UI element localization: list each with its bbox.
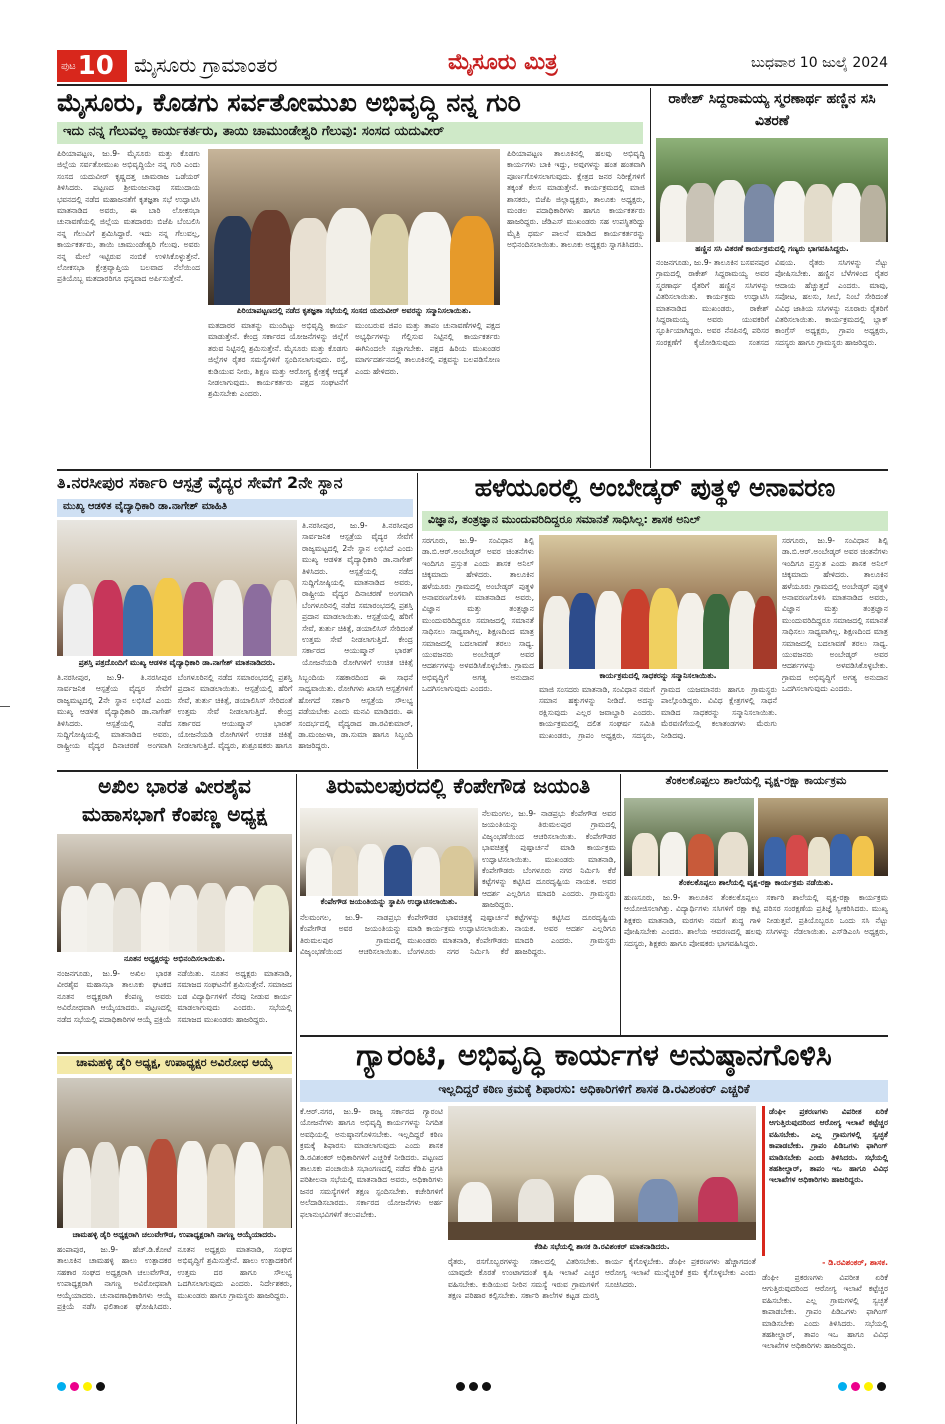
story3-side-column: ತಿ.ನರಸೀಪುರ, ಜು.9- ತಿ.ನರಸೀಪುರ ಸಾರ್ವಜನಿಕ ಆಸ್ಪತ್ರೆಯ ವೈದ್ಯರ ಸೇವೆಗೆ ರಾಜ್ಯಮಟ್ಟದಲ್ಲಿ 2ನೇ ಸ್ಥಾನ ಲಭಿಸಿದೆ ಎಂದು ಮುಖ್ಯ ಆಡಳಿತ ವೈದ್ಯಾಧಿಕಾರಿ ಡಾ.ನಾಗೇಶ್ ತಿಳಿಸಿದರು. ಆಸ್ಪತ್ರೆಯಲ್ಲಿ ನಡೆದ ಸುದ್ದಿಗೋಷ್ಠಿಯಲ್ಲಿ ಮಾತನಾಡಿದ ಅವರು, ರಾಷ್ಟ್ರೀಯ ವೈದ್ಯರ ದಿನಾಚರಣೆ ಅಂಗವಾಗಿ ಬೆಂಗಳೂರಿನಲ್ಲಿ ನಡೆದ ಸಮಾರಂಭದಲ್ಲಿ ಪ್ರಶಸ್ತಿ ಪ್ರದಾನ ಮಾಡಲಾಯಿತು. ಆಸ್ಪತ್ರೆಯಲ್ಲಿ ಹೆರಿಗೆ ಸೇವೆ, ತುರ್ತು ಚಿಕಿತ್ಸೆ, ಡಯಾಲಿಸಿಸ್ ಸೇರಿದಂತೆ ಉತ್ತಮ ಸೇವೆ ನೀಡಲಾಗುತ್ತಿದೆ. ಕೇಂದ್ರ ಸರ್ಕಾರದ ಆಯುಷ್ಮಾನ್ ಭಾರತ್ ಯೋಜನೆಯಡಿ ರೋಗಿಗಳಿಗೆ ಉಚಿತ ಚಿಕಿತ್ಸೆ (302, 521, 413, 667)
story1-column-d: ಪಿರಿಯಾಪಟ್ಟಣ ತಾಲೂಕಿನಲ್ಲಿ ಹಲವು ಅಭಿವೃದ್ಧಿ ಕಾರ್ಯಗಳು ಬಾಕಿ ಇದ್ದು, ಅವುಗಳನ್ನು ಹಂತ ಹಂತವಾಗಿ ಪೂರ್ಣಗೊಳಿಸಲಾಗುವುದು. ಕ್ಷೇತ್ರದ ಜನರ ನಿರೀಕ್ಷೆಗಳಿಗೆ ತಕ್ಕಂತೆ ಕೆಲಸ ಮಾಡುತ್ತೇನೆ. ಕಾರ್ಯಕ್ರಮದಲ್ಲಿ ಮಾಜಿ ಶಾಸಕರು, ಬಿಜೆಪಿ ಜಿಲ್ಲಾಧ್ಯಕ್ಷರು, ತಾಲೂಕು ಅಧ್ಯಕ್ಷರು, ಮಂಡಲ ಪದಾಧಿಕಾರಿಗಳು ಹಾಗೂ ಕಾರ್ಯಕರ್ತರು ಹಾಜರಿದ್ದರು. ಜೆಡಿಎಸ್ ಮುಖಂಡರು ಸಹ ಉಪಸ್ಥಿತರಿದ್ದು ಮೈತ್ರಿ ಧರ್ಮ ಪಾಲನೆ ಮಾಡಿದ ಕಾರ್ಯಕರ್ತರನ್ನು ಅಭಿನಂದಿಸಲಾಯಿತು. ತಾಲೂಕು ಅಧ್ಯಕ್ಷರು ಸ್ವಾಗತಿಸಿದರು. (507, 149, 645, 250)
story7-caption: ತೆಂಕಲಕೊಪ್ಪಲು ಶಾಲೆಯಲ್ಲಿ ವೃಕ್ಷ-ರಕ್ಷಾ ಕಾರ್ಯಕ್ರಮ ನಡೆಯಿತು. (624, 877, 888, 889)
story1-headline: ಮೈಸೂರು, ಕೊಡಗು ಸರ್ವತೋಮುಖ ಅಭಿವೃದ್ಧಿ ನನ್ನ ಗುರಿ (57, 88, 521, 117)
story8-caption: ಕೆಡಿಪಿ ಸಭೆಯಲ್ಲಿ ಶಾಸಕ ಡಿ.ರವಿಶಂಕರ್ ಮಾತನಾಡಿದರು. (448, 1241, 756, 1253)
story9-photo (57, 1078, 292, 1228)
story9-body: ಹಂಪಾಪುರ, ಜು.9- ಹೆಚ್.ಡಿ.ಕೋಟೆ ತಾಲೂಕಿನ ಚಾಮಹಳ್ಳಿ ಹಾಲು ಉತ್ಪಾದಕರ ಸಹಕಾರ ಸಂಘದ ಅಧ್ಯಕ್ಷರಾಗಿ ಚಲುವೇಗೌಡ, ಉಪಾಧ್ಯಕ್ಷರಾಗಿ ನಾಗಣ್ಣ ಅವಿರೋಧವಾಗಿ ಆಯ್ಕೆಯಾದರು. ಚುನಾವಣಾಧಿಕಾರಿಗಳು ಆಯ್ಕೆ ಪ್ರಕ್ರಿಯೆ ನಡೆಸಿ ಫಲಿತಾಂಶ ಘೋಷಿಸಿದರು. ನೂತನ ಅಧ್ಯಕ್ಷರು ಮಾತನಾಡಿ, ಸಂಘದ ಅಭಿವೃದ್ಧಿಗೆ ಶ್ರಮಿಸುತ್ತೇನೆ. ಹಾಲು ಉತ್ಪಾದಕರಿಗೆ ಉತ್ತಮ ದರ ಹಾಗೂ ಸೌಲಭ್ಯ ಒದಗಿಸಲಾಗುವುದು ಎಂದರು. ನಿರ್ದೇಶಕರು, ಮುಖಂಡರು ಹಾಗೂ ಗ್ರಾಮಸ್ಥರು ಹಾಜರಿದ್ದರು. (57, 1245, 292, 1312)
story3-body: ತಿ.ನರಸೀಪುರ, ಜು.9- ತಿ.ನರಸೀಪುರ ಸಾರ್ವಜನಿಕ ಆಸ್ಪತ್ರೆಯ ವೈದ್ಯರ ಸೇವೆಗೆ ರಾಜ್ಯಮಟ್ಟದಲ್ಲಿ 2ನೇ ಸ್ಥಾನ ಲಭಿಸಿದೆ ಎಂದು ಮುಖ್ಯ ಆಡಳಿತ ವೈದ್ಯಾಧಿಕಾರಿ ಡಾ.ನಾಗೇಶ್ ತಿಳಿಸಿದರು. ಆಸ್ಪತ್ರೆಯಲ್ಲಿ ನಡೆದ ಸುದ್ದಿಗೋಷ್ಠಿಯಲ್ಲಿ ಮಾತನಾಡಿದ ಅವರು, ರಾಷ್ಟ್ರೀಯ ವೈದ್ಯರ ದಿನಾಚರಣೆ ಅಂಗವಾಗಿ ಬೆಂಗಳೂರಿನಲ್ಲಿ ನಡೆದ ಸಮಾರಂಭದಲ್ಲಿ ಪ್ರಶಸ್ತಿ ಪ್ರದಾನ ಮಾಡಲಾಯಿತು. ಆಸ್ಪತ್ರೆಯಲ್ಲಿ ಹೆರಿಗೆ ಸೇವೆ, ತುರ್ತು ಚಿಕಿತ್ಸೆ, ಡಯಾಲಿಸಿಸ್ ಸೇರಿದಂತೆ ಉತ್ತಮ ಸೇವೆ ನೀಡಲಾಗುತ್ತಿದೆ. ಕೇಂದ್ರ ಸರ್ಕಾರದ ಆಯುಷ್ಮಾನ್ ಭಾರತ್ ಯೋಜನೆಯಡಿ ರೋಗಿಗಳಿಗೆ ಉಚಿತ ಚಿಕಿತ್ಸೆ ನೀಡಲಾಗುತ್ತಿದೆ. ವೈದ್ಯರು, ಶುಶ್ರೂಷಕರು ಹಾಗೂ ಸಿಬ್ಬಂದಿಯ ಸಹಕಾರದಿಂದ ಈ ಸಾಧನೆ ಸಾಧ್ಯವಾಯಿತು. ರೋಗಿಗಳು ಖಾಸಗಿ ಆಸ್ಪತ್ರೆಗಳಿಗೆ ಹೋಗದೆ ಸರ್ಕಾರಿ ಆಸ್ಪತ್ರೆಯ ಸೌಲಭ್ಯ ಪಡೆಯಬೇಕು ಎಂದು ಮನವಿ ಮಾಡಿದರು. ಈ ಸಂದರ್ಭದಲ್ಲಿ ವೈದ್ಯರಾದ ಡಾ.ರವಿಕುಮಾರ್, ಡಾ.ಮಂಜುಳಾ, ಡಾ.ಸುಮಾ ಹಾಗೂ ಸಿಬ್ಬಂದಿ ಹಾಜರಿದ್ದರು. (57, 673, 413, 751)
registration-marks-center (456, 1382, 491, 1391)
section-name: ಮೈಸೂರು ಗ್ರಾಮಾಂತರ (134, 53, 278, 77)
story5-caption: ನೂತನ ಅಧ್ಯಕ್ಷರನ್ನು ಅಭಿನಂದಿಸಲಾಯಿತು. (57, 953, 292, 965)
story1-right-divider (650, 88, 651, 468)
story4-column-b: ಮಾಜಿ ಸಂಸದರು ಮಾತನಾಡಿ, ಸಂವಿಧಾನ ನಮಗೆ ಸಮಾನ ಹಕ್ಕುಗಳನ್ನು ನೀಡಿದೆ. ಅದನ್ನು ರಕ್ಷಿಸುವುದು ಎಲ್ಲರ ಜವಾಬ್ದಾರಿ ಎಂದರು. ಕಾರ್ಯಕ್ರಮದಲ್ಲಿ ದಲಿತ ಸಂಘರ್ಷ ಸಮಿತಿ ಮುಖಂಡರು, ಗ್ರಾಪಂ ಅಧ್ಯಕ್ಷರು, ಸದಸ್ಯರು, ಗ್ರಾಮದ ಯಜಮಾನರು ಹಾಗೂ ಗ್ರಾಮಸ್ಥರು ಪಾಲ್ಗೊಂಡಿದ್ದರು. ವಿವಿಧ ಕ್ಷೇತ್ರಗಳಲ್ಲಿ ಸಾಧನೆ ಮಾಡಿದ ಸಾಧಕರನ್ನು ಸನ್ಮಾನಿಸಲಾಯಿತು. ಮೆರವಣಿಗೆಯಲ್ಲಿ ಕಲಾತಂಡಗಳು ಮೆರುಗು ನೀಡಿದವು. (539, 685, 777, 740)
story2-photo (656, 138, 888, 242)
story1-column-b: ಮತದಾರರ ಮಾತನ್ನು ಮುಂದಿಟ್ಟು ಅಭಿವೃದ್ಧಿ ಕಾರ್ಯ ಮಾಡುತ್ತೇನೆ. ಕೇಂದ್ರ ಸರ್ಕಾರದ ಯೋಜನೆಗಳನ್ನು ಜಿಲ್ಲೆಗೆ ತರುವ ನಿಟ್ಟಿನಲ್ಲಿ ಶ್ರಮಿಸುತ್ತೇನೆ. ಮೈಸೂರು ಮತ್ತು ಕೊಡಗು ಜಿಲ್ಲೆಗಳ ರೈತರ ಸಮಸ್ಯೆಗಳಿಗೆ ಸ್ಪಂದಿಸಲಾಗುವುದು. ರಸ್ತೆ, ಕುಡಿಯುವ ನೀರು, ಶಿಕ್ಷಣ ಮತ್ತು ಆರೋಗ್ಯ ಕ್ಷೇತ್ರಕ್ಕೆ ಆದ್ಯತೆ ನೀಡಲಾಗುವುದು. ಕಾರ್ಯಕರ್ತರು ಪಕ್ಷದ ಸಂಘಟನೆಗೆ ಶ್ರಮಿಸಬೇಕು ಎಂದರು. (208, 321, 348, 399)
story7-photo-2 (758, 798, 888, 876)
story3-photo (57, 520, 297, 656)
story6-column-b: ನೆಲಮಂಗಲ, ಜು.9- ನಾಡಪ್ರಭು ಕೆಂಪೇಗೌಡ ಅವರ ಜಯಂತಿಯನ್ನು ತಿರುಮಲಪುರ ಗ್ರಾಮದಲ್ಲಿ ವಿಜೃಂಭಣೆಯಿಂದ ಆಚರಿಸಲಾಯಿತು. ಕೆಂಪೇಗೌಡರ ಭಾವಚಿತ್ರಕ್ಕೆ ಪುಷ್ಪಾರ್ಚನೆ ಮಾಡಿ ಕಾರ್ಯಕ್ರಮ ಉದ್ಘಾಟಿಸಲಾಯಿತು. ಮುಖಂಡರು ಮಾತನಾಡಿ, ಕೆಂಪೇಗೌಡರು ಬೆಂಗಳೂರು ನಗರ ನಿರ್ಮಿಸಿ ಕೆರೆ ಕಟ್ಟೆಗಳನ್ನು ಕಟ್ಟಿಸಿದ ದೂರದೃಷ್ಟಿಯ ನಾಯಕ. ಅವರ ಆದರ್ಶ ಎಲ್ಲರಿಗೂ ಮಾದರಿ ಎಂದರು. ಗ್ರಾಮಸ್ಥರು ಹಾಜರಿದ್ದರು. (300, 913, 616, 957)
story8-photo (448, 1106, 756, 1240)
story7-photo-1 (624, 798, 754, 876)
story9-caption: ಚಾಮಹಳ್ಳಿ ಡೈರಿ ಅಧ್ಯಕ್ಷರಾಗಿ ಚಲುವೇಗೌಡ, ಉಪಾಧ್ಯಕ್ಷರಾಗಿ ನಾಗಣ್ಣ ಆಯ್ಕೆಯಾದರು. (57, 1229, 292, 1241)
story7-headline: ತೆಂಕಲಕೊಪ್ಪಲು ಶಾಲೆಯಲ್ಲಿ ವೃಕ್ಷ-ರಕ್ಷಾ ಕಾರ್ಯಕ್ರಮ (665, 774, 847, 787)
story7-body: ಹುಣಸೂರು, ಜು.9- ತಾಲೂಕಿನ ತೆಂಕಲಕೊಪ್ಪಲು ಸರ್ಕಾರಿ ಶಾಲೆಯಲ್ಲಿ ವೃಕ್ಷ-ರಕ್ಷಾ ಕಾರ್ಯಕ್ರಮ ಆಯೋಜಿಸಲಾಗಿತ್ತು. ವಿದ್ಯಾರ್ಥಿಗಳು ಸಸಿಗಳಿಗೆ ರಕ್ಷಾ ಕಟ್ಟಿ ಪರಿಸರ ಸಂರಕ್ಷಣೆಯ ಪ್ರತಿಜ್ಞೆ ಸ್ವೀಕರಿಸಿದರು. ಮುಖ್ಯ ಶಿಕ್ಷಕರು ಮಾತನಾಡಿ, ಮರಗಳು ನಮಗೆ ಶುದ್ಧ ಗಾಳಿ ನೀಡುತ್ತವೆ. ಪ್ರತಿಯೊಬ್ಬರೂ ಒಂದು ಸಸಿ ನೆಟ್ಟು ಪೋಷಿಸಬೇಕು ಎಂದರು. ಶಾಲೆಯ ಆವರಣದಲ್ಲಿ ಹಲವು ಸಸಿಗಳನ್ನು ನೆಡಲಾಯಿತು. ಎಸ್‍ಡಿಎಂಸಿ ಅಧ್ಯಕ್ಷರು, ಸದಸ್ಯರು, ಶಿಕ್ಷಕರು ಹಾಗೂ ಪೋಷಕರು ಭಾಗವಹಿಸಿದ್ದರು. (624, 893, 888, 948)
story8-quote-credit: - ಡಿ.ರವಿಶಂಕರ್, ಶಾಸಕ. (822, 1258, 888, 1267)
story8-subhead: ಇಲ್ಲದಿದ್ದರೆ ಕಠಿಣ ಕ್ರಮಕ್ಕೆ ಶಿಫಾರಸು: ಅಧಿಕಾರಿಗಳಿಗೆ ಶಾಸಕ ಡಿ.ರವಿಶಂಕರ್ ಎಚ್ಚರಿಕೆ (300, 1080, 888, 1102)
story2-headline: ರಾಕೇಶ್ ಸಿದ್ದರಾಮಯ್ಯ ಸ್ಮರಣಾರ್ಥ ಹಣ್ಣಿನ ಸಸಿ ವಿತರಣೆ (668, 91, 876, 129)
masthead-divider (57, 84, 888, 86)
story4-subhead: ವಿಜ್ಞಾನ, ತಂತ್ರಜ್ಞಾನ ಮುಂದುವರಿದಿದ್ದರೂ ಸಮಾನತೆ ಸಾಧಿಸಿಲ್ಲ: ಶಾಸಕ ಅನಿಲ್ (422, 511, 888, 531)
paper-logo: ಮೈಸೂರು ಮಿತ್ರ (448, 50, 558, 75)
section-divider-2 (57, 770, 888, 772)
story6-caption: ಕೆಂಪೇಗೌಡ ಜಯಂತಿಯನ್ನು ಸ್ಥಾಪಿಸಿ ಉದ್ಘಾಟಿಸಲಾಯಿತು. (300, 896, 478, 908)
left-column-divider (296, 774, 297, 1424)
story8-column-c: ಡೆಂಘೀ ಪ್ರಕರಣಗಳು ವಿಪರೀತ ಏರಿಕೆ ಆಗುತ್ತಿರುವುದರಿಂದ ಆರೋಗ್ಯ ಇಲಾಖೆ ಕಟ್ಟೆಚ್ಚರ ವಹಿಸಬೇಕು. ಎಲ್ಲ ಗ್ರಾಮಗಳಲ್ಲಿ ಸ್ವಚ್ಛತೆ ಕಾಪಾಡಬೇಕು. ಗ್ರಾಪಂ ಪಿಡಿಒಗಳು ಫಾಗಿಂಗ್ ಮಾಡಿಸಬೇಕು ಎಂದು ತಿಳಿಸಿದರು. ಸಭೆಯಲ್ಲಿ ತಹಶೀಲ್ದಾರ್, ತಾಪಂ ಇಒ ಹಾಗೂ ವಿವಿಧ ಇಲಾಖೆಗಳ ಅಧಿಕಾರಿಗಳು ಹಾಜರಿದ್ದರು. (762, 1273, 888, 1351)
story4-caption: ಕಾರ್ಯಕ್ರಮದಲ್ಲಿ ಸಾಧಕರನ್ನು ಸನ್ಮಾನಿಸಲಾಯಿತು. (539, 670, 777, 682)
story9-headline: ಚಾಮಹಳ್ಳಿ ಡೈರಿ ಅಧ್ಯಕ್ಷ, ಉಪಾಧ್ಯಕ್ಷರ ಅವಿರೋಧ ಆಯ್ಕೆ (57, 1056, 292, 1074)
page-word: ಪುಟ (61, 60, 76, 72)
story6-right-divider (620, 774, 621, 1036)
story6-photo (300, 808, 478, 896)
story4-column-c: ಸರಗೂರು, ಜು.9- ಸಂವಿಧಾನ ಶಿಲ್ಪಿ ಡಾ.ಬಿ.ಆರ್.ಅಂಬೇಡ್ಕರ್ ಅವರ ಚಿಂತನೆಗಳು ಇಂದಿಗೂ ಪ್ರಸ್ತುತ ಎಂದು ಶಾಸಕ ಅನಿಲ್ ಚಿಕ್ಕಮಾದು ಹೇಳಿದರು. ತಾಲೂಕಿನ ಹಳೆಯೂರು ಗ್ರಾಮದಲ್ಲಿ ಅಂಬೇಡ್ಕರ್ ಪುತ್ಥಳಿ ಅನಾವರಣಗೊಳಿಸಿ ಮಾತನಾಡಿದ ಅವರು, ವಿಜ್ಞಾನ ಮತ್ತು ತಂತ್ರಜ್ಞಾನ ಮುಂದುವರಿದಿದ್ದರೂ ಸಮಾಜದಲ್ಲಿ ಸಮಾನತೆ ಸಾಧಿಸಲು ಸಾಧ್ಯವಾಗಿಲ್ಲ. ಶಿಕ್ಷಣದಿಂದ ಮಾತ್ರ ಸಮಾಜದಲ್ಲಿ ಬದಲಾವಣೆ ತರಲು ಸಾಧ್ಯ. ಯುವಜನರು ಅಂಬೇಡ್ಕರ್ ಅವರ ಆದರ್ಶಗಳನ್ನು ಅಳವಡಿಸಿಕೊಳ್ಳಬೇಕು. ಗ್ರಾಮದ ಅಭಿವೃದ್ಧಿಗೆ ಅಗತ್ಯ ಅನುದಾನ ಒದಗಿಸಲಾಗುವುದು ಎಂದರು. (782, 536, 888, 694)
section-divider-1 (57, 469, 888, 471)
registration-marks-left (57, 1382, 105, 1391)
story1-subhead: ಇದು ನನ್ನ ಗೆಲುವಲ್ಲ ಕಾರ್ಯಕರ್ತರು, ತಾಯಿ ಚಾಮುಂಡೇಶ್ವರಿ ಗೆಲುವು: ಸಂಸದ ಯದುವೀರ್ (57, 122, 643, 144)
story8-column-b: ರೈತರು, ರಸಗೊಬ್ಬರಗಳನ್ನು ಸಕಾಲದಲ್ಲಿ ವಿತರಿಸಬೇಕು. ಯಾವುದೇ ಕೊರತೆ ಉಂಟಾಗದಂತೆ ಕೃಷಿ ಇಲಾಖೆ ಎಚ್ಚರ ವಹಿಸಬೇಕು. ಕುಡಿಯುವ ನೀರಿನ ಸಮಸ್ಯೆ ಇರುವ ಗ್ರಾಮಗಳಿಗೆ ತಕ್ಷಣ ಪರಿಹಾರ ಕಲ್ಪಿಸಬೇಕು. ಸರ್ಕಾರಿ ಶಾಲೆಗಳ ಕಟ್ಟಡ ದುರಸ್ತಿ ಕಾರ್ಯ ಕೈಗೊಳ್ಳಬೇಕು. ಡೆಂಘೀ ಪ್ರಕರಣಗಳು ಹೆಚ್ಚಾಗದಂತೆ ಆರೋಗ್ಯ ಇಲಾಖೆ ಮುನ್ನೆಚ್ಚರಿಕೆ ಕ್ರಮ ಕೈಗೊಳ್ಳಬೇಕು ಎಂದು ಸೂಚಿಸಿದರು. (448, 1257, 756, 1301)
story5-headline-line1: ಅಖಿಲ ಭಾರತ ವೀರಶೈವ (98, 774, 251, 798)
story3-caption: ಪ್ರಶಸ್ತಿ ಪತ್ರದೊಂದಿಗೆ ಮುಖ್ಯ ಆಡಳಿತ ವೈದ್ಯಾಧಿಕಾರಿ ಡಾ.ನಾಗೇಶ್ ಮಾತನಾಡಿದರು. (57, 657, 297, 669)
page-number-badge (57, 50, 127, 82)
story6-headline: ತಿರುಮಲಪುರದಲ್ಲಿ ಕೆಂಪೇಗೌಡ ಜಯಂತಿ (325, 774, 591, 798)
section-divider-3 (300, 1035, 888, 1037)
story1-column-c: ಮುಂಬರುವ ಜಿಪಂ ಮತ್ತು ತಾಪಂ ಚುನಾವಣೆಗಳಲ್ಲಿ ಪಕ್ಷದ ಅಭ್ಯರ್ಥಿಗಳನ್ನು ಗೆಲ್ಲಿಸುವ ನಿಟ್ಟಿನಲ್ಲಿ ಕಾರ್ಯಕರ್ತರು ಈಗಿನಿಂದಲೇ ಸಜ್ಜಾಗಬೇಕು. ಪಕ್ಷದ ಹಿರಿಯ ಮುಖಂಡರ ಮಾರ್ಗದರ್ಶನದಲ್ಲಿ ತಾಲೂಕಿನಲ್ಲಿ ಪಕ್ಷವನ್ನು ಬಲಪಡಿಸೋಣ ಎಂದು ಹೇಳಿದರು. (355, 321, 500, 376)
registration-marks-right (838, 1382, 886, 1391)
story4-photo (539, 535, 777, 669)
story5-body: ನಂಜನಗೂಡು, ಜು.9- ಅಖಿಲ ಭಾರತ ವೀರಶೈವ ಮಹಾಸಭಾ ತಾಲೂಕು ಘಟಕದ ನೂತನ ಅಧ್ಯಕ್ಷರಾಗಿ ಕೆಂಪಣ್ಣ ಅವರು ಅವಿರೋಧವಾಗಿ ಆಯ್ಕೆಯಾದರು. ಪಟ್ಟಣದಲ್ಲಿ ನಡೆದ ಸಭೆಯಲ್ಲಿ ಪದಾಧಿಕಾರಿಗಳ ಆಯ್ಕೆ ಪ್ರಕ್ರಿಯೆ ನಡೆಯಿತು. ನೂತನ ಅಧ್ಯಕ್ಷರು ಮಾತನಾಡಿ, ಸಮಾಜದ ಸಂಘಟನೆಗೆ ಶ್ರಮಿಸುತ್ತೇನೆ. ಸಮಾಜದ ಬಡ ವಿದ್ಯಾರ್ಥಿಗಳಿಗೆ ನೆರವು ನೀಡುವ ಕಾರ್ಯ ಮಾಡಲಾಗುವುದು ಎಂದರು. ಸಭೆಯಲ್ಲಿ ಸಮಾಜದ ಮುಖಂಡರು ಹಾಜರಿದ್ದರು. (57, 969, 292, 1024)
story8-headline: ಗ್ಯಾರಂಟಿ, ಅಭಿವೃದ್ಧಿ ಕಾರ್ಯಗಳ ಅನುಷ್ಠಾನಗೊಳಿಸಿ (356, 1038, 832, 1073)
story5-headline-line2: ಮಹಾಸಭಾಗೆ ಕೆಂಪಣ್ಣ ಅಧ್ಯಕ್ಷ (81, 802, 267, 826)
story9-top-divider (57, 1052, 292, 1054)
story2-caption: ಹಣ್ಣಿನ ಸಸಿ ವಿತರಣೆ ಕಾರ್ಯಕ್ರಮದಲ್ಲಿ ಗಣ್ಯರು ಭಾಗವಹಿಸಿದ್ದರು. (656, 243, 888, 255)
story4-column-a: ಸರಗೂರು, ಜು.9- ಸಂವಿಧಾನ ಶಿಲ್ಪಿ ಡಾ.ಬಿ.ಆರ್.ಅಂಬೇಡ್ಕರ್ ಅವರ ಚಿಂತನೆಗಳು ಇಂದಿಗೂ ಪ್ರಸ್ತುತ ಎಂದು ಶಾಸಕ ಅನಿಲ್ ಚಿಕ್ಕಮಾದು ಹೇಳಿದರು. ತಾಲೂಕಿನ ಹಳೆಯೂರು ಗ್ರಾಮದಲ್ಲಿ ಅಂಬೇಡ್ಕರ್ ಪುತ್ಥಳಿ ಅನಾವರಣಗೊಳಿಸಿ ಮಾತನಾಡಿದ ಅವರು, ವಿಜ್ಞಾನ ಮತ್ತು ತಂತ್ರಜ್ಞಾನ ಮುಂದುವರಿದಿದ್ದರೂ ಸಮಾಜದಲ್ಲಿ ಸಮಾನತೆ ಸಾಧಿಸಲು ಸಾಧ್ಯವಾಗಿಲ್ಲ. ಶಿಕ್ಷಣದಿಂದ ಮಾತ್ರ ಸಮಾಜದಲ್ಲಿ ಬದಲಾವಣೆ ತರಲು ಸಾಧ್ಯ. ಯುವಜನರು ಅಂಬೇಡ್ಕರ್ ಅವರ ಆದರ್ಶಗಳನ್ನು ಅಳವಡಿಸಿಕೊಳ್ಳಬೇಕು. ಗ್ರಾಮದ ಅಭಿವೃದ್ಧಿಗೆ ಅಗತ್ಯ ಅನುದಾನ ಒದಗಿಸಲಾಗುವುದು ಎಂದರು. (422, 536, 534, 694)
story5-photo (57, 834, 292, 952)
page-number: 10 (77, 51, 114, 81)
story6-column-a: ನೆಲಮಂಗಲ, ಜು.9- ನಾಡಪ್ರಭು ಕೆಂಪೇಗೌಡ ಅವರ ಜಯಂತಿಯನ್ನು ತಿರುಮಲಪುರ ಗ್ರಾಮದಲ್ಲಿ ವಿಜೃಂಭಣೆಯಿಂದ ಆಚರಿಸಲಾಯಿತು. ಕೆಂಪೇಗೌಡರ ಭಾವಚಿತ್ರಕ್ಕೆ ಪುಷ್ಪಾರ್ಚನೆ ಮಾಡಿ ಕಾರ್ಯಕ್ರಮ ಉದ್ಘಾಟಿಸಲಾಯಿತು. ಮುಖಂಡರು ಮಾತನಾಡಿ, ಕೆಂಪೇಗೌಡರು ಬೆಂಗಳೂರು ನಗರ ನಿರ್ಮಿಸಿ ಕೆರೆ ಕಟ್ಟೆಗಳನ್ನು ಕಟ್ಟಿಸಿದ ದೂರದೃಷ್ಟಿಯ ನಾಯಕ. ಅವರ ಆದರ್ಶ ಎಲ್ಲರಿಗೂ ಮಾದರಿ ಎಂದರು. ಗ್ರಾಮಸ್ಥರು ಹಾಜರಿದ್ದರು. (482, 809, 616, 910)
story2-body: ನಂಜನಗೂಡು, ಜು.9- ತಾಲೂಕಿನ ಬಸವನಪುರ ಗ್ರಾಮದಲ್ಲಿ ರಾಕೇಶ್ ಸಿದ್ದರಾಮಯ್ಯ ಅವರ ಸ್ಮರಣಾರ್ಥ ರೈತರಿಗೆ ಹಣ್ಣಿನ ಸಸಿಗಳನ್ನು ವಿತರಿಸಲಾಯಿತು. ಕಾರ್ಯಕ್ರಮ ಉದ್ಘಾಟಿಸಿ ಮಾತನಾಡಿದ ಮುಖಂಡರು, ರಾಕೇಶ್ ಸಿದ್ದರಾಮಯ್ಯ ಅವರು ಯುವಕರಿಗೆ ಸ್ಫೂರ್ತಿಯಾಗಿದ್ದರು. ಅವರ ನೆನಪಿನಲ್ಲಿ ಪರಿಸರ ಸಂರಕ್ಷಣೆಗೆ ಕೈಜೋಡಿಸುವುದು ಸಂತಸದ ವಿಷಯ. ರೈತರು ಸಸಿಗಳನ್ನು ನೆಟ್ಟು ಪೋಷಿಸಬೇಕು. ಹಣ್ಣಿನ ಬೆಳೆಗಳಿಂದ ರೈತರ ಆದಾಯ ಹೆಚ್ಚುತ್ತದೆ ಎಂದರು. ಮಾವು, ಸಪೋಟ, ಹಲಸು, ಸೀಬೆ, ನಿಂಬೆ ಸೇರಿದಂತೆ ವಿವಿಧ ಜಾತಿಯ ಸಸಿಗಳನ್ನು ನೂರಾರು ರೈತರಿಗೆ ವಿತರಿಸಲಾಯಿತು. ಕಾರ್ಯಕ್ರಮದಲ್ಲಿ ಬ್ಲಾಕ್ ಕಾಂಗ್ರೆಸ್ ಅಧ್ಯಕ್ಷರು, ಗ್ರಾಪಂ ಅಧ್ಯಕ್ಷರು, ಸದಸ್ಯರು ಹಾಗೂ ಗ್ರಾಮಸ್ಥರು ಹಾಜರಿದ್ದರು. (656, 258, 888, 347)
story8-pullquote: ಡೆಂಘೀ ಪ್ರಕರಣಗಳು ವಿಪರೀತ ಏರಿಕೆ ಆಗುತ್ತಿರುವುದರಿಂದ ಆರೋಗ್ಯ ಇಲಾಖೆ ಕಟ್ಟೆಚ್ಚರ ವಹಿಸಬೇಕು. ಎಲ್ಲ ಗ್ರಾಮಗಳಲ್ಲಿ ಸ್ವಚ್ಛತೆ ಕಾಪಾಡಬೇಕು. ಗ್ರಾಪಂ ಪಿಡಿಒಗಳು ಫಾಗಿಂಗ್ ಮಾಡಿಸಬೇಕು ಎಂದು ತಿಳಿಸಿದರು. ಸಭೆಯಲ್ಲಿ ತಹಶೀಲ್ದಾರ್, ತಾಪಂ ಇಒ ಹಾಗೂ ವಿವಿಧ ಇಲಾಖೆಗಳ ಅಧಿಕಾರಿಗಳು ಹಾಜರಿದ್ದರು. (762, 1106, 888, 1256)
issue-date: ಬುಧವಾರ 10 ಜುಲೈ 2024 (751, 55, 888, 71)
story8-column-a: ಕೆ.ಆರ್.ನಗರ, ಜು.9- ರಾಜ್ಯ ಸರ್ಕಾರದ ಗ್ಯಾರಂಟಿ ಯೋಜನೆಗಳು ಹಾಗೂ ಅಭಿವೃದ್ಧಿ ಕಾರ್ಯಗಳನ್ನು ನಿಗದಿತ ಅವಧಿಯಲ್ಲಿ ಅನುಷ್ಠಾನಗೊಳಿಸಬೇಕು. ಇಲ್ಲದಿದ್ದರೆ ಕಠಿಣ ಕ್ರಮಕ್ಕೆ ಶಿಫಾರಸು ಮಾಡಲಾಗುವುದು ಎಂದು ಶಾಸಕ ಡಿ.ರವಿಶಂಕರ್ ಅಧಿಕಾರಿಗಳಿಗೆ ಎಚ್ಚರಿಕೆ ನೀಡಿದರು. ಪಟ್ಟಣದ ತಾಲೂಕು ಪಂಚಾಯಿತಿ ಸಭಾಂಗಣದಲ್ಲಿ ನಡೆದ ಕೆಡಿಪಿ ಪ್ರಗತಿ ಪರಿಶೀಲನಾ ಸಭೆಯಲ್ಲಿ ಮಾತನಾಡಿದ ಅವರು, ಅಧಿಕಾರಿಗಳು ಜನರ ಸಮಸ್ಯೆಗಳಿಗೆ ತಕ್ಷಣ ಸ್ಪಂದಿಸಬೇಕು. ಕಚೇರಿಗಳಿಗೆ ಅಲೆದಾಡಿಸಬಾರದು. ಸರ್ಕಾರದ ಯೋಜನೆಗಳು ಅರ್ಹ ಫಲಾನುಭವಿಗಳಿಗೆ ತಲುಪಬೇಕು. (300, 1107, 443, 1219)
fold-mark (0, 706, 10, 707)
story3-subhead: ಮುಖ್ಯ ಆಡಳಿತ ವೈದ್ಯಾಧಿಕಾರಿ ಡಾ.ನಾಗೇಶ್ ಮಾಹಿತಿ (57, 499, 413, 517)
story1-photo (208, 149, 500, 305)
story3-right-divider (417, 473, 418, 769)
story1-caption: ಪಿರಿಯಾಪಟ್ಟಣದಲ್ಲಿ ನಡೆದ ಕೃತಜ್ಞತಾ ಸಭೆಯಲ್ಲಿ ಸಂಸದ ಯದುವೀರ್ ಅವರನ್ನು ಸನ್ಮಾನಿಸಲಾಯಿತು. (208, 305, 500, 317)
story1-column-a: ಪಿರಿಯಾಪಟ್ಟಣ, ಜು.9- ಮೈಸೂರು ಮತ್ತು ಕೊಡಗು ಜಿಲ್ಲೆಯ ಸರ್ವತೋಮುಖ ಅಭಿವೃದ್ಧಿಯೇ ನನ್ನ ಗುರಿ ಎಂದು ಸಂಸದ ಯದುವೀರ್ ಕೃಷ್ಣದತ್ತ ಚಾಮರಾಜ ಒಡೆಯರ್ ತಿಳಿಸಿದರು. ಪಟ್ಟಣದ ಶ್ರೀಮಂಜುನಾಥ ಸಮುದಾಯ ಭವನದಲ್ಲಿ ನಡೆದ ಮಹಾಜನತೆಗೆ ಕೃತಜ್ಞತಾ ಸಭೆ ಉದ್ಘಾಟಿಸಿ ಮಾತನಾಡಿದ ಅವರು, ಈ ಬಾರಿ ಲೋಕಸಭಾ ಚುನಾವಣೆಯಲ್ಲಿ ಜಿಲ್ಲೆಯ ಮತದಾರರು ಬಿಜೆಪಿ ಬೆಂಬಲಿಸಿ ನನ್ನ ಗೆಲುವಿಗೆ ಶ್ರಮಿಸಿದ್ದಾರೆ. ಇದು ನನ್ನ ಗೆಲುವಲ್ಲ, ಕಾರ್ಯಕರ್ತರು, ತಾಯಿ ಚಾಮುಂಡೇಶ್ವರಿ ಗೆಲುವು. ಅವರು ನನ್ನ ಮೇಲೆ ಇಟ್ಟಿರುವ ನಂಬಿಕೆ ಉಳಿಸಿಕೊಳ್ಳುತ್ತೇನೆ. ಲೋಕಸಭಾ ಕ್ಷೇತ್ರವ್ಯಾಪ್ತಿಯ ಬಲವಾದ ನೆಲೆಯಿಂದ ಪ್ರತಿಯೊಬ್ಬ ಮತದಾರರಿಗೂ ಧನ್ಯವಾದ ಅರ್ಪಿಸುತ್ತೇನೆ. (57, 149, 200, 284)
story3-headline: ತಿ.ನರಸೀಪುರ ಸರ್ಕಾರಿ ಆಸ್ಪತ್ರೆ ವೈದ್ಯರ ಸೇವೆಗೆ 2ನೇ ಸ್ಥಾನ (57, 473, 343, 492)
story4-headline: ಹಳೆಯೂರಲ್ಲಿ ಅಂಬೇಡ್ಕರ್ ಪುತ್ಥಳಿ ಅನಾವರಣ (474, 473, 836, 502)
